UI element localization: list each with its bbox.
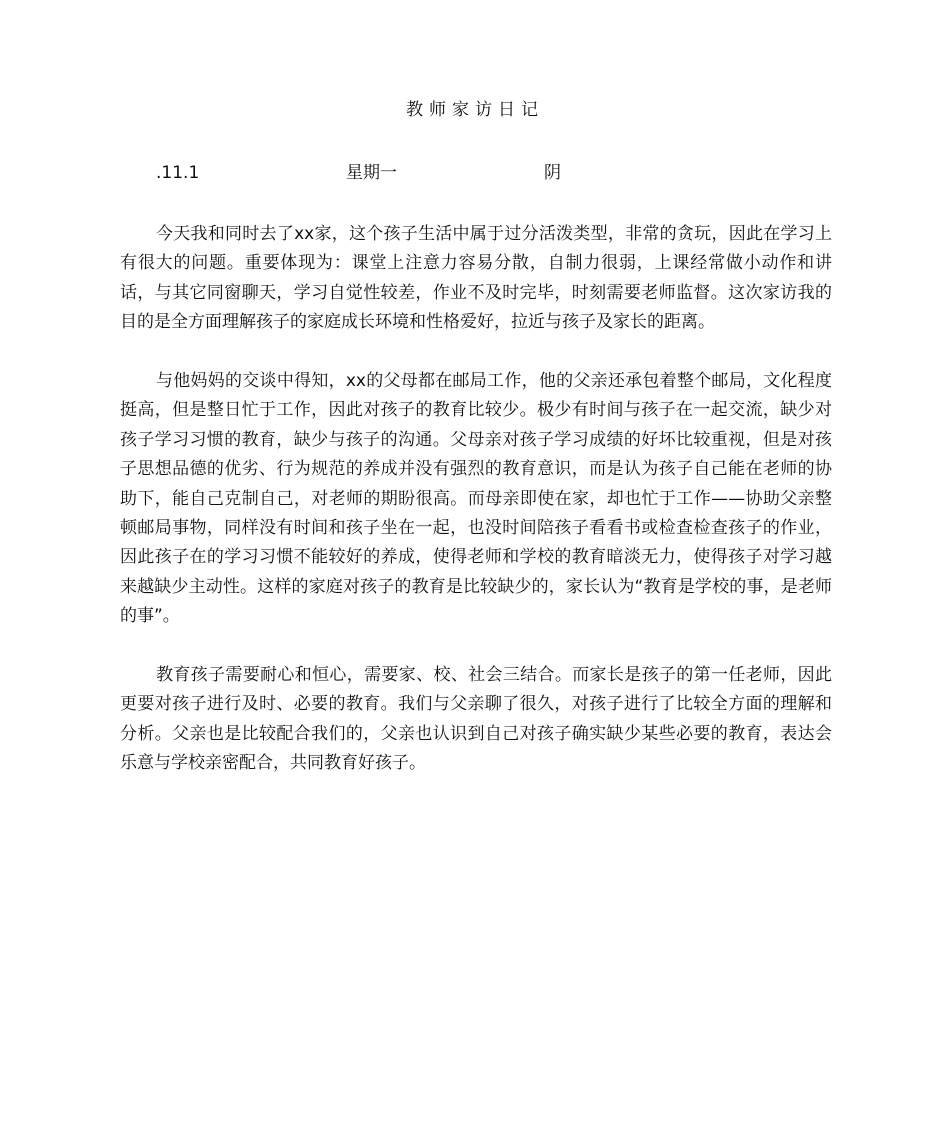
diary-body — [120, 220, 832, 808]
paragraph-2: 与他妈妈的交谈中得知，xx的父母都在邮局工作，他的父亲还承包着整个邮局，文化程度挺高，但是整日忙于工作，因此对孩子的教育比较少。极少有时间与孩子在一起交流，缺少对孩子学习习惯的教育，缺少与孩子的沟通。父母亲对孩子学习成绩的好坏比较重视，但是对孩子思想品德的优劣、行为规范的养成并没有强烈的教育意识，而是认为孩子自己能在老师的协助下，能自己克制自己，对老师的期盼很高。而母亲即使在家，却也忙于工作——协助父亲整顿邮局事物，同样没有时间和孩子坐在一起，也没时间陪孩子看看书或检查检查孩子的作业，因此孩子在的学习习惯不能较好的养成，使得老师和学校的教育暗淡无力，使得孩子对学习越来越缺少主动性。这样的家庭对孩子的教育是比较缺少的，家长认为“教育是学校的事，是老师的事”。 — [120, 371, 832, 627]
document-title: 教师家访日记 — [406, 100, 544, 120]
diary-weekday: 星期一 — [346, 163, 397, 183]
paragraph-3: 教育孩子需要耐心和恒心，需要家、校、社会三结合。而家长是孩子的第一任老师，因此更要对孩子进行及时、必要的教育。我们与父亲聊了很久，对孩子进行了比较全方面的理解和分析。父亲也是比较配合我们的，父亲也认识到自己对孩子确实缺少某些必要的教育，表达会乐意与学校亲密配合，共同教育好孩子。 — [120, 665, 832, 774]
paragraph-1: 今天我和同时去了xx家，这个孩子生活中属于过分活泼类型，非常的贪玩，因此在学习上有很大的问题。重要体现为：课堂上注意力容易分散，自制力很弱，上课经常做小动作和讲话，与其它同窗聊天，学习自觉性较差，作业不及时完毕，时刻需要老师监督。这次家访我的目的是全方面理解孩子的家庭成长环境和性格爱好，拉近与孩子及家长的距离。 — [120, 224, 832, 333]
diary-weather: 阴 — [544, 163, 561, 183]
diary-meta-line — [0, 160, 950, 186]
diary-date: .11.1 — [156, 163, 200, 183]
